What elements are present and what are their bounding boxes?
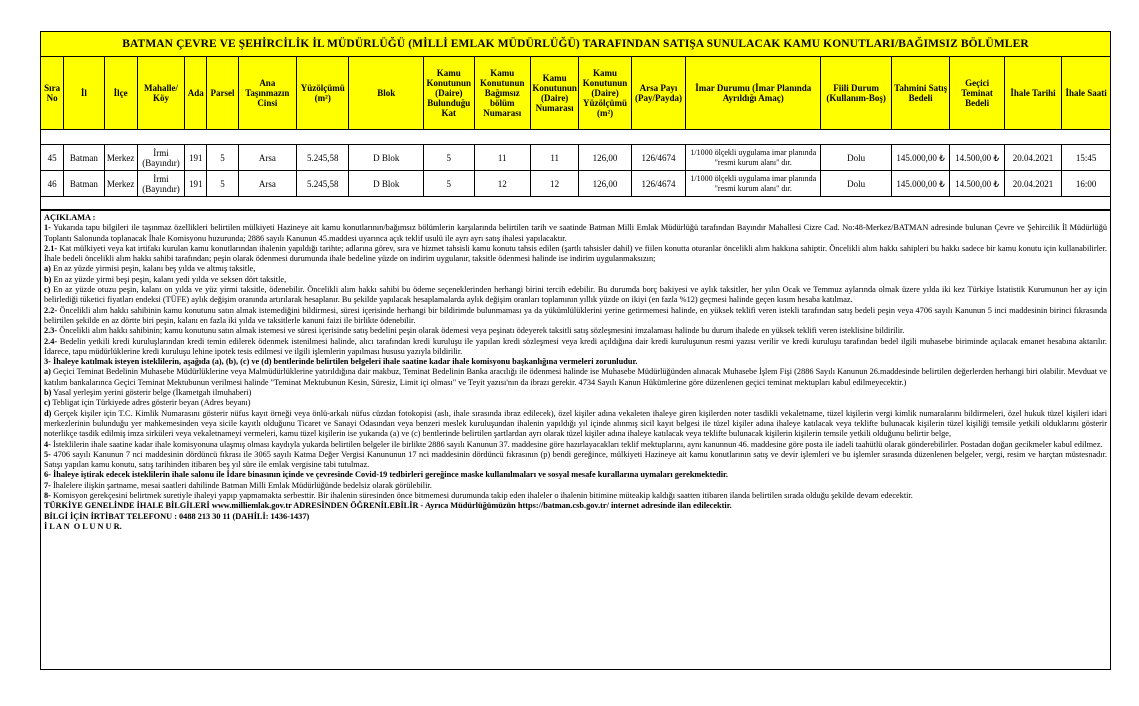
column-header: Parsel [207, 57, 238, 130]
note-2-2: 2.2- Öncelikli alım hakkı sahibinin kamu konutunu satın almak istemediğini bildirmesi, süresi içerisinde herhangi bir bildirimde bulunmaması ya da yükümlülüklerini yerine getirmemesi halinde, en yüksek teklifi veren istekli tarafından satış bedeli peşin veya 4706 sayılı Kanunun 5 inci maddesinin birinci fıkrasında belirtilen şekilde en az dörtte biri peşin, kalanı en fazla iki yılda ve taksitlerle kanuni faizi ile birlikte ödenebilir. [44, 305, 1107, 325]
contact-phone: BİLGİ İÇİN İRTİBAT TELEFONU : 0488 213 30 11 (DAHİLİ: 1436-1437) [44, 511, 310, 521]
note-3c: c) Tebligat için Türkiyede adres gösterir beyan (Adres beyanı) [44, 398, 251, 408]
table-cell: 5 [424, 171, 474, 197]
column-header: Kamu Konutunun (Daire) Bulunduğu Kat [424, 57, 474, 130]
table-cell: 12 [530, 171, 578, 197]
note-5: 5- 4706 sayılı Kanunun 7 nci maddesinin dördüncü fıkrası ile 3065 sayılı Katma Değer Vergisi Kanununun 17 nci maddesinin dördüncü fıkrasının (p) bendi gereğince, mülkiyeti Hazineye ait kamu konutlarının satış ve devir işlemleri ve bu işlemler sırasında düzenlenen belgeler, vergi, resim ve harçtan müstesnadır. Satışı yapılan kamu konutu, satış tarihinden itibaren beş yıl süre ile emlak vergisine tabi tutulmaz. [44, 449, 1107, 470]
table-cell: 11 [474, 145, 530, 171]
note-1: 1- Yukarıda tapu bilgileri ile taşınmaz özellikleri belirtilen mülkiyeti Hazineye ait kamu konutlarının/bağımsız bölümlerin karşılarında belirtilen tarih ve saatinde Batman Milli Emlak Müdürlüğü tarafından Bayındır Mahallesi Cizre Cad. No:48-Merkez/BATMAN adresinde bulunan Çevre ve Şehircilik İl Müdürlüğü Toplantı Salonunda toplanacak İhale Komisyonu huzurunda; 2886 sayılı Kanunun 45.maddesi uyarınca açık teklif usulü ile ayrı ayrı satış ihalesi yapılacaktır. [44, 223, 1107, 243]
note-3a: a) Geçici Teminat Bedelinin Muhasebe Müdürlüklerine veya Malmüdürlüklerine yatırıldığına dair makbuz, Teminat Bedelinin Banka aracılığı ile ödenmesi halinde ise Muhasebe Müdürlüğünden alınacak Muhasebe İşlem Fişi (2886 Sayılı Kanunun 26.maddesinde belirtilen değerlerden herhangi biri olabilir. Mevduat ve katılım bankalarınca Geçici Teminat Mektubunun verilmesi halinde "Teminat Mektubunun Kesin, Süresiz, Limit içi olması" ve Teyit yazısı'nın da ibrazı gerekir. 4734 Sayılı Kanun Hükümlerine göre düzenlenen geçici teminat mektupları kabul edilmeyecektir.) [44, 367, 1107, 387]
website-info: TÜRKİYE GENELİNDE İHALE BİLGİLERİ www.milliemlak.gov.tr ADRESİNDEN ÖĞRENİLEBİLİR - Ayrıca Müdürlüğümüzün https://batman.csb.gov.tr/ internet adresinde ilan edilecektir. [44, 501, 732, 511]
table-cell: D Blok [349, 145, 424, 171]
page-title: BATMAN ÇEVRE VE ŞEHİRCİLİK İL MÜDÜRLÜĞÜ (MİLLİ EMLAK MÜDÜRLÜĞÜ) TARAFINDAN SATIŞA SUNULACAK KAMU KONUTLARI/BAĞIMSIZ BÖLÜMLER [41, 32, 1111, 57]
note-3: 3- İhaleye katılmak isteyen isteklilerin, aşağıda (a), (b), (c) ve (d) bentlerinde belirtilen belgeleri ihale saatine kadar ihale komisyonu başkanlığına vermeleri zorunludur. [44, 357, 638, 367]
table-cell: 126,00 [579, 171, 631, 197]
table-cell: 12 [474, 171, 530, 197]
table-cell: 1/1000 ölçekli uygulama imar planında "resmi kurum alanı" dır. [686, 171, 821, 197]
note-2-1: 2.1- Kat mülkiyeti veya kat irtifakı kurulan kamu konutlarından ihalenin yapıldığı tarihte; adlarına görev, sıra ve hizmet tahsisli kamu konutu tahsis edilen (şartlı tahsisler dahil) ve fiilen konutta oturanlar öncelikli alım hakkına sahiptir. Öncelikli alım hakkı sahipleri bu hakkı sadece bir kamu konutu için kullanabilirler. İhale bedeli öncelikli alım hakkı sahibi tarafından; peşin olarak ödenmesi durumunda ihale bedeline yüzde on indirim uygulanır, taksitle ödenmesi halinde ise indirim uygulanmaksızın; [44, 243, 1107, 264]
notes-heading: AÇIKLAMA : [44, 213, 96, 222]
table-cell: 191 [185, 145, 207, 171]
table-cell: 126/4674 [631, 171, 685, 197]
column-header: İmar Durumu (İmar Planında Ayrıldığı Amaç) [686, 57, 821, 130]
table-spacer [41, 197, 1111, 210]
table-cell: Batman [64, 171, 104, 197]
note-c: c) En az yüzde otuzu peşin, kalanı on yılda ve yüz yirmi taksitle, ödenebilir. Öncelikli alım hakkı sahibi bu ödeme seçeneklerinden herhangi birini tercih edebilir. Bu durumda borç bakiyesi ve aylık taksitler, her yılın Ocak ve Temmuz aylarında olmak üzere yılda iki kez Türkiye İstatistik Kurumunun her ay için belirlediği tüketici fiyatları endeksi (TÜFE) aylık değişim oranında artırılarak hesaplanır. Bu şekilde yapılacak hesaplamalarda aylık değişim oranları toplamının yıllık yüzde on ikiyi (en fazla %12) geçmesi halinde geçen kısım hesaba katılmaz. [44, 285, 1107, 305]
table-cell: Merkez [104, 145, 137, 171]
note-8: 8- Komisyon gerekçesini belirtmek suretiyle ihaleyi yapıp yapmamakta serbesttir. Bir ihalenin süresinden önce bitmemesi durumunda takip eden ihaleler o ihalenin bitimine müteakip kaldığı saatten itibaren ilanda belirtilen sırada olduğu şekilde devam edecektir. [44, 491, 913, 501]
note-4: 4- İsteklilerin ihale saatine kadar ihale komisyonuna ulaşmış olması kaydıyla yukarda belirtilen belgeler ile birlikte 2886 sayılı Kanunun 37. maddesine göre hazırlayacakları teklif mektuplarını, aynı kanunnun 46. maddesine göre posta ile iadeli taahütlü olarak gönderebilirler. Postadan doğan gecikmeler kabul edilmez. [44, 439, 1103, 449]
table-cell: 145.000,00 ₺ [891, 171, 949, 197]
note-a: a) En az yüzde yirmisi peşin, kalanı beş yılda ve altmış taksitle, [44, 264, 256, 274]
column-header: Yüzölçümü (m²) [297, 57, 349, 130]
notes-section [40, 210, 1111, 670]
table-cell: Dolu [821, 145, 892, 171]
announcement-closing: İ L A N O L U N U R. [44, 521, 122, 531]
table-cell: 46 [41, 171, 64, 197]
table-cell: 1/1000 ölçekli uygulama imar planında "resmi kurum alanı" dır. [686, 145, 821, 171]
table-row [41, 145, 1111, 171]
note-2-3: 2.3- Öncelikli alım hakkı sahibinin; kamu konutunu satın almak istemesi ve süresi içerisinde satış bedelini peşin olarak ödemesi veya peşinatı ödeyerek taksitli satış sözleşmesini imzalaması halinde bu durum ihalede en yüksek teklifi veren isteklisine bildirilir. [44, 326, 905, 336]
note-3d: d) Gerçek kişiler için T.C. Kimlik Numarasını gösterir nüfus kayıt örneği veya önlü-arkalı nüfus cüzdan fotokopisi (aslı, ihale sırasında ibraz edilecek), özel kişiler adına vekaleten ihaleye giren kişilerden noter tasdikli vekaletname, tüzel kişilerin vergi kimlik numaralarını bildirmeleri, özel hukuk tüzel kişileri idari merkezlerinin bulunduğu yer mahkemesinden veya sicile kayıtlı olduğunu Ticaret ve Sanayi Odasından veya benzeri meslek kuruluşundan ihalenin yapıldığı yıl içinde alınmış sicil kayıt belgesi ile tüzel kişiler adına ihaleye katılacak veya teklifte bulunacak kişilerin tüzel kişiliği temsile yetkili olduklarını gösterir noterlikçe tasdik edilmiş imza sirküleri veya vekaletnameyi vermeleri, kamu tüzel kişilerin ise yukarıda (a) ve (c) bentlerinde belirtilen şartlardan ayrı olarak tüzel kişiler adına ihaleye katılacak veya teklifte bulunacak kişilerin kişilerin temsile yetkili olduğunu belirtir belge, [44, 408, 1107, 439]
table-header-row [41, 57, 1111, 130]
column-header: İhale Saati [1062, 57, 1111, 130]
note-b: b) En az yüzde yirmi beşi peşin, kalanı yedi yılda ve seksen dört taksitle, [44, 274, 287, 284]
announcement-sheet [40, 31, 1111, 670]
note-2-4: 2.4- Bedelin yetkili kredi kuruluşlarından kredi temin edilerek ödenmek istenilmesi halinde, alıcı tarafından kredi kuruluşu ile yapılan kredi sözleşmesi veya kredi açıldığına dair kredi kuruluşunun resmi yazısı verilir ve kredi kuruluşu tarafından bedel ilgili muhasebe biriminde açılacak emanet hesabına aktarılır. İdarece, tapu müdürlüklerine kredi kuruluşu lehine ipotek tesis edilmesi ve ilgili işlemlerin yapılması hususu yazıyla bildirilir. [44, 336, 1107, 356]
column-header: Kamu Konutunun (Daire) Numarası [530, 57, 578, 130]
header-spacer [41, 130, 1111, 145]
table-cell: 45 [41, 145, 64, 171]
column-header: Blok [349, 57, 424, 130]
column-header: Geçici Teminat Bedeli [950, 57, 1004, 130]
table-cell: Merkez [104, 171, 137, 197]
table-cell: 16:00 [1062, 171, 1111, 197]
column-header: Fiili Durum (Kullanım-Boş) [821, 57, 892, 130]
column-header: Tahmini Satış Bedeli [891, 57, 949, 130]
column-header: Arsa Payı (Pay/Payda) [631, 57, 685, 130]
note-6: 6- İhaleye iştirak edecek isteklilerin ihale salonu ile İdare binasının içinde ve çevresinde Covid-19 tedbirleri gereğince maske kullanılmaları ve sosyal mesafe kurallarına uymaları gerekmektedir. [44, 470, 729, 480]
table-cell: İrmi (Bayındır) [137, 171, 184, 197]
column-header: Kamu Konutunun Bağımsız bölüm Numarası [474, 57, 530, 130]
table-cell: 5 [207, 171, 238, 197]
table-cell: 5.245,58 [297, 171, 349, 197]
table-cell: 15:45 [1062, 145, 1111, 171]
table-cell: 5 [207, 145, 238, 171]
table-cell: 191 [185, 171, 207, 197]
table-cell: Batman [64, 145, 104, 171]
table-cell: 5 [424, 145, 474, 171]
note-7: 7- İhalelere ilişkin şartname, mesai saatleri dahilinde Batman Milli Emlak Müdürlüğünde bedelsiz olarak görülebilir. [44, 480, 432, 490]
table-cell: 20.04.2021 [1004, 145, 1061, 171]
column-header: Kamu Konutunun (Daire) Yüzölçümü (m²) [579, 57, 631, 130]
column-header: Mahalle/ Köy [137, 57, 184, 130]
note-3b: b) Yasal yerleşim yerini gösterir belge (İkametgah ilmuhaberi) [44, 388, 252, 398]
table-cell: 20.04.2021 [1004, 171, 1061, 197]
table-cell: D Blok [349, 171, 424, 197]
column-header: Ana Taşınmazın Cinsi [238, 57, 296, 130]
column-header: Ada [185, 57, 207, 130]
column-header: İlçe [104, 57, 137, 130]
table-cell: Dolu [821, 171, 892, 197]
table-cell: İrmi (Bayındır) [137, 145, 184, 171]
table-cell: 14.500,00 ₺ [950, 145, 1004, 171]
table-cell: 126,00 [579, 145, 631, 171]
table-cell: 11 [530, 145, 578, 171]
column-header: İhale Tarihi [1004, 57, 1061, 130]
table-cell: 5.245,58 [297, 145, 349, 171]
table-cell: 145.000,00 ₺ [891, 145, 949, 171]
property-table [40, 31, 1111, 210]
table-cell: 14.500,00 ₺ [950, 171, 1004, 197]
table-row [41, 171, 1111, 197]
table-cell: 126/4674 [631, 145, 685, 171]
table-cell: Arsa [238, 171, 296, 197]
table-cell: Arsa [238, 145, 296, 171]
column-header: Sıra No [41, 57, 64, 130]
column-header: İl [64, 57, 104, 130]
